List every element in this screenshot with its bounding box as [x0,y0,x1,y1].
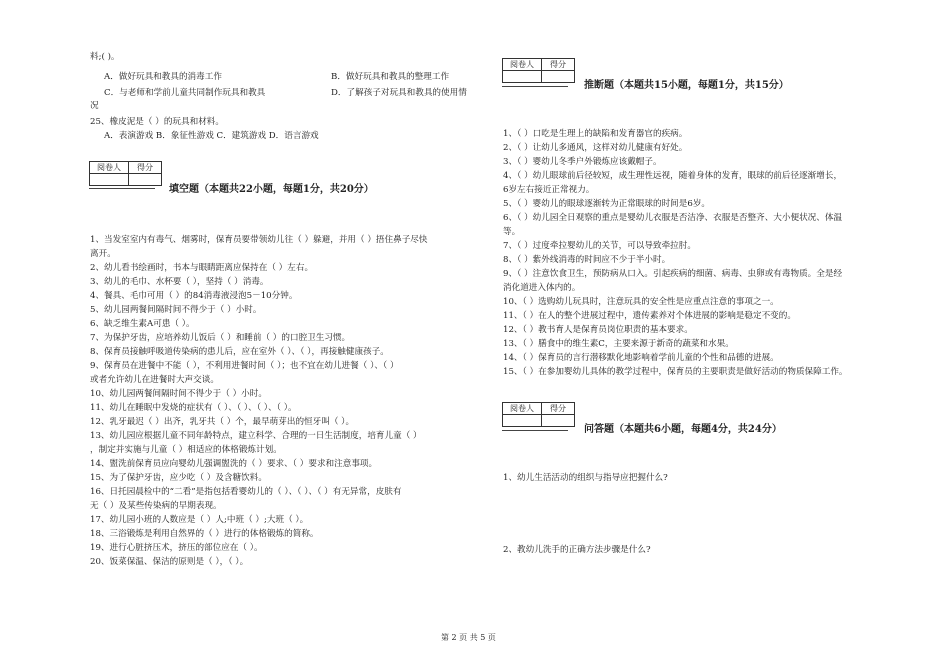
fill-line: 无（ ）及某些传染病的早期表现。 [90,501,222,511]
q25-options: A．表演游戏 B．象征性游戏 C．建筑游戏 D．语言游戏 [104,131,319,141]
q24-tail: 料;( )。 [90,52,120,62]
score-box-score-label: 得分 [542,59,575,71]
judge-line: 3、（ ）婴幼儿冬季户外锻炼应该戴帽子。 [503,157,662,167]
score-box-score-cell[interactable] [129,174,162,186]
page-number: 第 2 页 共 5 页 [441,633,496,642]
score-box-score-cell[interactable] [542,71,575,83]
qa-section-heading: 问答题（本题共6小题，每题4分，共24分） [584,424,782,435]
fill-line: 10、幼儿园两餐间隔时间不得少于（ ）小时。 [90,389,267,399]
q25-text: 25、橡皮泥是（ ）的玩具和材料。 [90,117,224,127]
q24-option-c: C．与老师和学前儿童共同制作玩具和教具 [104,88,266,98]
score-box-reviewer-label: 阅卷人 [503,403,542,415]
fill-line: 离开。 [90,249,116,259]
judge-section-heading: 推断题（本题共15小题，每题1分，共15分） [584,80,789,91]
fill-section-rule [89,188,155,189]
judge-line: 13、（ ）膳食中的维生素C，主要来源于新奇的蔬菜和水果。 [503,339,734,349]
judge-line: 6岁左右接近正常视力。 [503,185,595,195]
fill-line: 5、幼儿园两餐间隔时间不得少于（ ）小时。 [90,305,262,315]
fill-line: 3、幼儿的毛巾、水杯要（ ），坚持（ ）消毒。 [90,277,269,287]
judge-line: 2、（ ）让幼儿多通风，这样对幼儿健康有好处。 [503,143,688,153]
fill-line: 12、乳牙最迟（ ）出齐，乳牙共（ ）个，最早萌芽出的恒牙叫（ ）。 [90,417,355,427]
fill-line: 11、幼儿在睡眠中发烧的症状有（ ）、（ ）、（ ）、（ ）。 [90,403,297,413]
score-box-reviewer-cell[interactable] [90,174,129,186]
q24-option-d-cont: 况 [90,101,99,111]
judge-line: 9、（ ）注意饮食卫生，预防病从口入。引起疾病的细菌、病毒、虫卵或有毒物质。全是经 [503,269,843,279]
fill-line: 17、幼儿园小班的人数应是（ ）人;中班（ ）;大班（ ）。 [90,515,309,525]
score-box-reviewer-label: 阅卷人 [90,162,129,174]
fill-line: 20、饭菜保温、保洁的原则是（ ），（ ）。 [90,557,249,567]
fill-line: 18、三浴锻炼是利用自然界的（ ）进行的体格锻炼的简称。 [90,529,319,539]
fill-line: 4、餐具、毛巾可用（ ）的84消毒液浸泡5－10分钟。 [90,291,298,301]
q24-option-b: B．做好玩具和教具的整理工作 [331,72,450,82]
score-box-score-label: 得分 [542,403,575,415]
score-box-score-label: 得分 [129,162,162,174]
score-box-score-cell[interactable] [542,415,575,427]
judge-line: 11、（ ）在人的整个进展过程中，遗传素养对个体进展的影响是稳定不变的。 [503,311,796,321]
score-box-reviewer-label: 阅卷人 [503,59,542,71]
judge-line: 10、（ ）选购幼儿玩具时，注意玩具的安全性是应重点注意的事项之一。 [503,297,779,307]
fill-line: 8、保育员接触呼吸道传染病的患儿后，应在室外（ ）、（ ），再接触健康孩子。 [90,347,389,357]
judge-question-list [503,127,903,379]
judge-line: 5、（ ）婴幼儿的眼球逐渐转为正常眼球的时间是6岁。 [503,199,711,209]
judge-line: 8、（ ）紫外线消毒的时间应不少于半小时。 [503,255,671,265]
qa-section-rule [502,430,568,431]
fill-line: 2、幼儿看书绘画时，书本与眼睛距离应保持在（ ）左右。 [90,263,314,273]
judge-line: 消化道进入体内的。 [503,283,581,293]
judge-line: 1、（ ）口吃是生理上的缺陷和发育器官的疾病。 [503,129,688,139]
q24-option-d: D．了解孩子对玩具和教具的使用情 [331,88,467,98]
judge-line: 12、（ ）教书育人是保育员岗位职责的基本要求。 [503,325,693,335]
qa-question-1: 1、幼儿生活活动的组织与指导应把握什么? [503,473,668,483]
judge-line: 15、（ ）在参加婴幼儿具体的教学过程中，保育员的主要职责是做好活动的物质保障工作。 [503,367,848,377]
judge-line: 6、（ ）幼儿园全日观察的重点是婴幼儿衣服是否洁净、衣服是否整齐、大小便状况、体温 [503,213,843,223]
fill-question-list [90,233,490,569]
fill-line: 或者允许幼儿在进餐时大声交谈。 [90,375,219,385]
fill-score-box [89,161,162,186]
fill-line: 1、当发室室内有毒气、烟雾时，保育员要带领幼儿往（ ）躲避，并用（ ）捂住鼻子尽快 [90,235,428,245]
fill-section-heading: 填空题（本题共22小题，每题1分，共20分） [169,184,374,195]
fill-line: 14、盥洗前保育员应向婴幼儿强调盥洗的（ ）要求、（ ）要求和注意事项。 [90,459,378,469]
judge-line: 7、（ ）过度牵拉婴幼儿的关节，可以导致牵拉肘。 [503,241,696,251]
fill-line: 15、为了保护牙齿，应少吃（ ）及含糖饮料。 [90,473,267,483]
fill-line: ，制定并实施与儿童（ ）相适应的体格锻炼计划。 [90,445,282,455]
fill-line: 6、缺乏维生素A可患（ ）。 [90,319,195,329]
judge-line: 4、（ ）幼儿眼球前后径较短，成生理性远视，随着身体的发育，眼球的前后径逐渐增长， [503,171,843,181]
qa-question-2: 2、教幼儿洗手的正确方法步骤是什么? [503,545,651,555]
qa-score-box [502,402,575,427]
q24-option-a: A．做好玩具和教具的消毒工作 [104,72,222,82]
fill-line: 13、幼儿园应根据儿童不同年龄特点，建立科学、合理的一日生活制度，培育儿童（ ） [90,431,422,441]
fill-line: 9、保育员在进餐中不能（ ），不利用进餐时间（ ）；也不宜在幼儿进餐（ ）、（ ） [90,361,399,371]
fill-line: 19、进行心脏挤压术，挤压的部位应在（ ）。 [90,543,263,553]
judge-section-rule [502,86,568,87]
judge-line: 14、（ ）保育员的言行潜移默化地影响着学前儿童的个性和品德的进展。 [503,353,779,363]
judge-line: 等。 [503,227,521,237]
fill-line: 16、日托园晨检中的“二看”是指包括看婴幼儿的（ ）、（ ）、（ ）有无异常，皮肤有 [90,487,402,497]
score-box-reviewer-cell[interactable] [503,71,542,83]
score-box-reviewer-cell[interactable] [503,415,542,427]
judge-score-box [502,58,575,83]
fill-line: 7、为保护牙齿，应培养幼儿饭后（ ）和睡前（ ）的口腔卫生习惯。 [90,333,351,343]
